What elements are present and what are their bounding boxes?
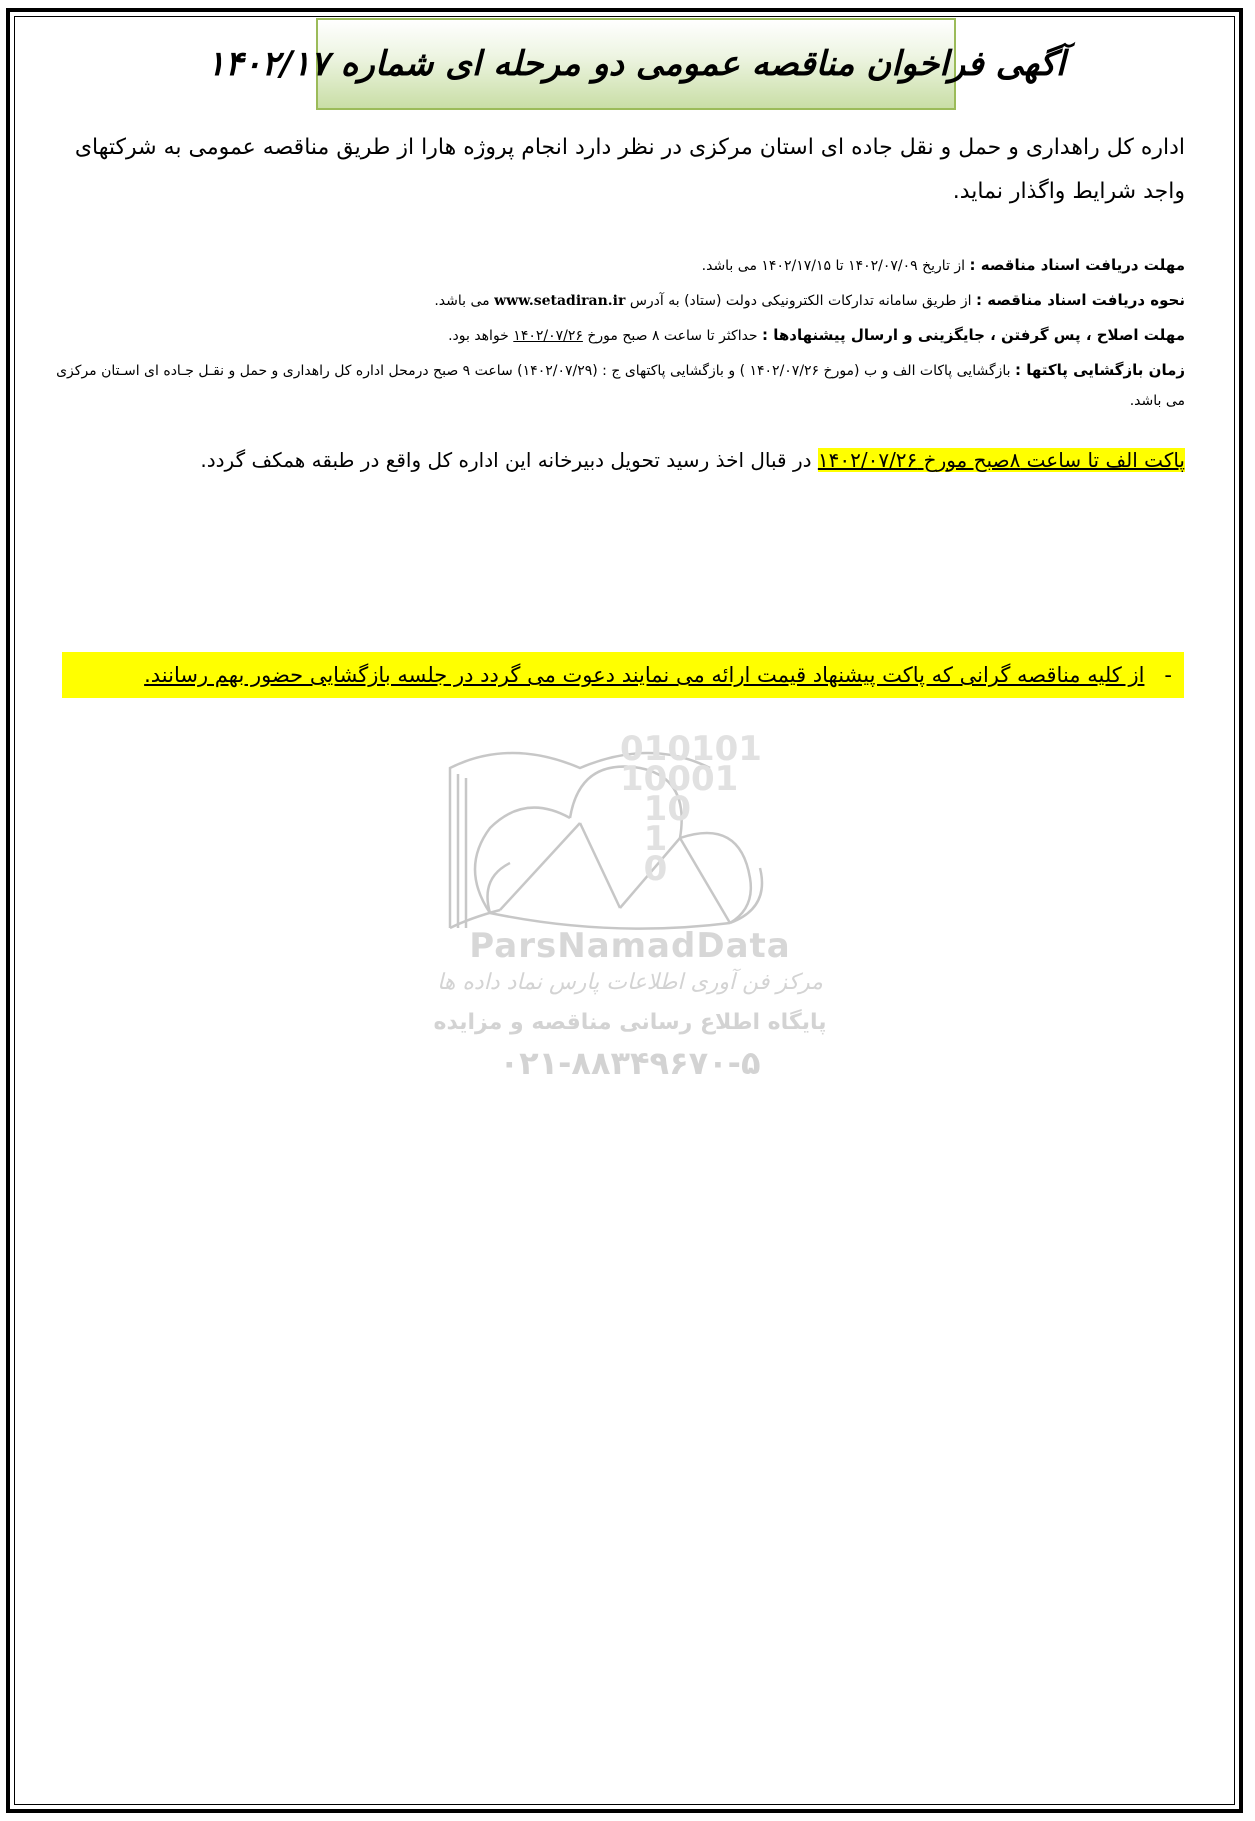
submission-text-end: خواهد بود. xyxy=(448,328,509,344)
invitation-text: از کلیه مناقصه گرانی که پاکت پیشنهاد قیمت ارائه می نمایند دعوت می گردد در جلسه بازگشایی حضور بهم رسانند. xyxy=(144,663,1145,687)
opening-label: زمان بازگشایی پاکتها : xyxy=(1015,361,1185,379)
method-label: نحوه دریافت اسناد مناقصه : xyxy=(976,291,1185,309)
deadline-text: از تاریخ ۱۴۰۲/۰۷/۰۹ تا ۱۴۰۲/۱۷/۱۵ می باشد. xyxy=(701,258,966,274)
watermark-brand: ParsNamadData xyxy=(469,926,791,966)
page-title: آگهی فراخوان مناقصه عمومی دو مرحله ای شماره ۱۴۰۲/۱۷ xyxy=(206,44,1066,84)
watermark-phone: ۰۲۱-۸۸۳۴۹۶۷۰-۵ xyxy=(499,1044,761,1082)
opening-row xyxy=(48,355,1185,416)
submission-row xyxy=(48,318,1185,353)
packet-highlight: پاکت الف تا ساعت ۸صبح مورخ ۱۴۰۲/۰۷/۲۶ xyxy=(817,448,1185,472)
watermark-digits: 010101 10001 10 1 0 xyxy=(620,729,762,889)
submission-date: ۱۴۰۲/۰۷/۲۶ xyxy=(513,328,583,344)
method-text: از طریق سامانه تدارکات الکترونیکی دولت (ستاد) به آدرس xyxy=(629,293,972,309)
submission-label: مهلت اصلاح ، پس گرفتن ، جایگزینی و ارسال پیشنهادها : xyxy=(762,326,1185,344)
packet-rest: در قبال اخذ رسید تحویل دبیرخانه این اداره کل واقع در طبقه همکف گردد. xyxy=(200,448,812,472)
invitation-banner xyxy=(62,652,1184,698)
watermark-line1: مرکز فن آوری اطلاعات پارس نماد داده ها xyxy=(437,970,823,995)
opening-text: بازگشایی پاکات الف و ب (مورخ ۱۴۰۲/۰۷/۲۶ ) و بازگشایی پاکتهای ج : (۱۴۰۲/۰۷/۲۹) ساعت ۹ صبح درمحل اداره کل راهداری و حمل و نقـل جـاده ای اسـتان مرکزی می باشد. xyxy=(56,363,1185,409)
invitation-dash: - xyxy=(1164,663,1172,687)
tender-details xyxy=(48,248,1185,416)
intro-paragraph: اداره کل راهداری و حمل و نقل جاده ای استان مرکزی در نظر دارد انجام پروژه هارا از طریق مناقصه عمومی به شرکتهای واجد شرایط واگذار نماید. xyxy=(74,135,1185,204)
watermark-line2: پایگاه اطلاع رسانی مناقصه و مزایده xyxy=(433,1010,827,1035)
submission-text: حداکثر تا ساعت ۸ صبح مورخ xyxy=(587,328,758,344)
method-row xyxy=(48,283,1185,318)
packet-delivery-note xyxy=(60,442,1185,478)
deadline-label: مهلت دریافت اسناد مناقصه : xyxy=(969,256,1185,274)
setad-url: www.setadiran.ir xyxy=(494,293,626,309)
title-banner xyxy=(206,18,1066,110)
watermark xyxy=(430,729,830,1088)
deadline-row xyxy=(48,248,1185,283)
method-text-end: می باشد. xyxy=(434,293,490,309)
